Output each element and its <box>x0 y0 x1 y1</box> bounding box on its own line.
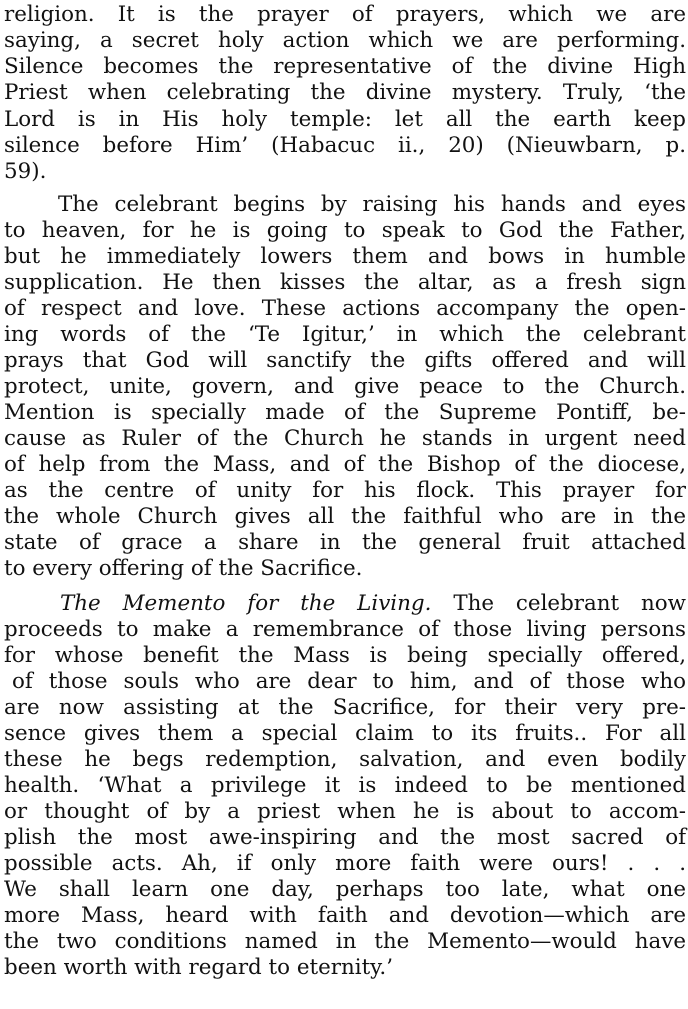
text-line: Priest when celebrating the divine mystery. Truly, ‘the <box>4 80 686 105</box>
text-line: plish the most awe-inspiring and the most sacred of <box>4 825 686 850</box>
text-line: to every offering of the Sacrifice. <box>4 556 363 581</box>
text-line: for whose benefit the Mass is being specially offered, <box>4 643 686 668</box>
text-line: are now assisting at the Sacrifice, for their very pre- <box>4 695 686 720</box>
text-line: protect, unite, govern, and give peace to the Church. <box>4 374 686 399</box>
text-line: the whole Church gives all the faithful who are in the <box>4 504 686 529</box>
text-span: The celebrant now <box>431 591 686 616</box>
text-line: been worth with regard to eternity.’ <box>4 955 394 980</box>
text-line: We shall learn one day, perhaps too late, what one <box>4 877 686 902</box>
text-line: silence before Him’ (Habacuc ii., 20) (Nieuwbarn, p. <box>4 133 686 158</box>
text-line: Lord is in His holy temple: let all the earth keep <box>4 107 686 132</box>
text-line: the two conditions named in the Memento—would have <box>4 929 686 954</box>
text-line: 59). <box>4 159 47 184</box>
text-line: possible acts. Ah, if only more faith were ours! . . . <box>4 851 686 876</box>
text-line: state of grace a share in the general fruit attached <box>4 530 686 555</box>
text-line: Silence becomes the representative of the divine High <box>4 54 686 79</box>
text-line: proceeds to make a remembrance of those living persons <box>4 617 686 642</box>
text-line: saying, a secret holy action which we are performing. <box>4 28 686 53</box>
text-line: health. ‘What a privilege it is indeed to be mentioned <box>4 773 686 798</box>
text-line: of those souls who are dear to him, and of those who <box>12 669 686 694</box>
text-line: The celebrant begins by raising his hands and eyes <box>58 192 686 217</box>
text-line: these he begs redemption, salvation, and even bodily <box>4 747 686 772</box>
text-line <box>60 591 686 617</box>
text-line: more Mass, heard with faith and devotion—which are <box>4 903 686 928</box>
text-line: ing words of the ‘Te Igitur,’ in which the celebrant <box>4 322 686 347</box>
text-line: cause as Ruler of the Church he stands in urgent need <box>4 426 686 451</box>
text-line: sence gives them a special claim to its fruits.. For all <box>4 721 686 746</box>
text-line: or thought of by a priest when he is about to accom- <box>4 799 686 824</box>
text-line: of help from the Mass, and of the Bishop of the diocese, <box>4 452 686 477</box>
section-heading: The Memento for the Living. <box>60 591 432 616</box>
text-line: prays that God will sanctify the gifts offered and will <box>4 348 686 373</box>
text-line: of respect and love. These actions accompany the open- <box>4 296 686 321</box>
text-line: supplication. He then kisses the altar, as a fresh sign <box>4 270 686 295</box>
text-line: but he immediately lowers them and bows in humble <box>4 244 686 269</box>
text-line: as the centre of unity for his flock. This prayer for <box>4 478 686 503</box>
text-line: Mention is specially made of the Supreme Pontiff, be- <box>4 400 686 425</box>
text-line: to heaven, for he is going to speak to God the Father, <box>4 218 686 243</box>
text-line: religion. It is the prayer of prayers, which we are <box>4 2 686 27</box>
